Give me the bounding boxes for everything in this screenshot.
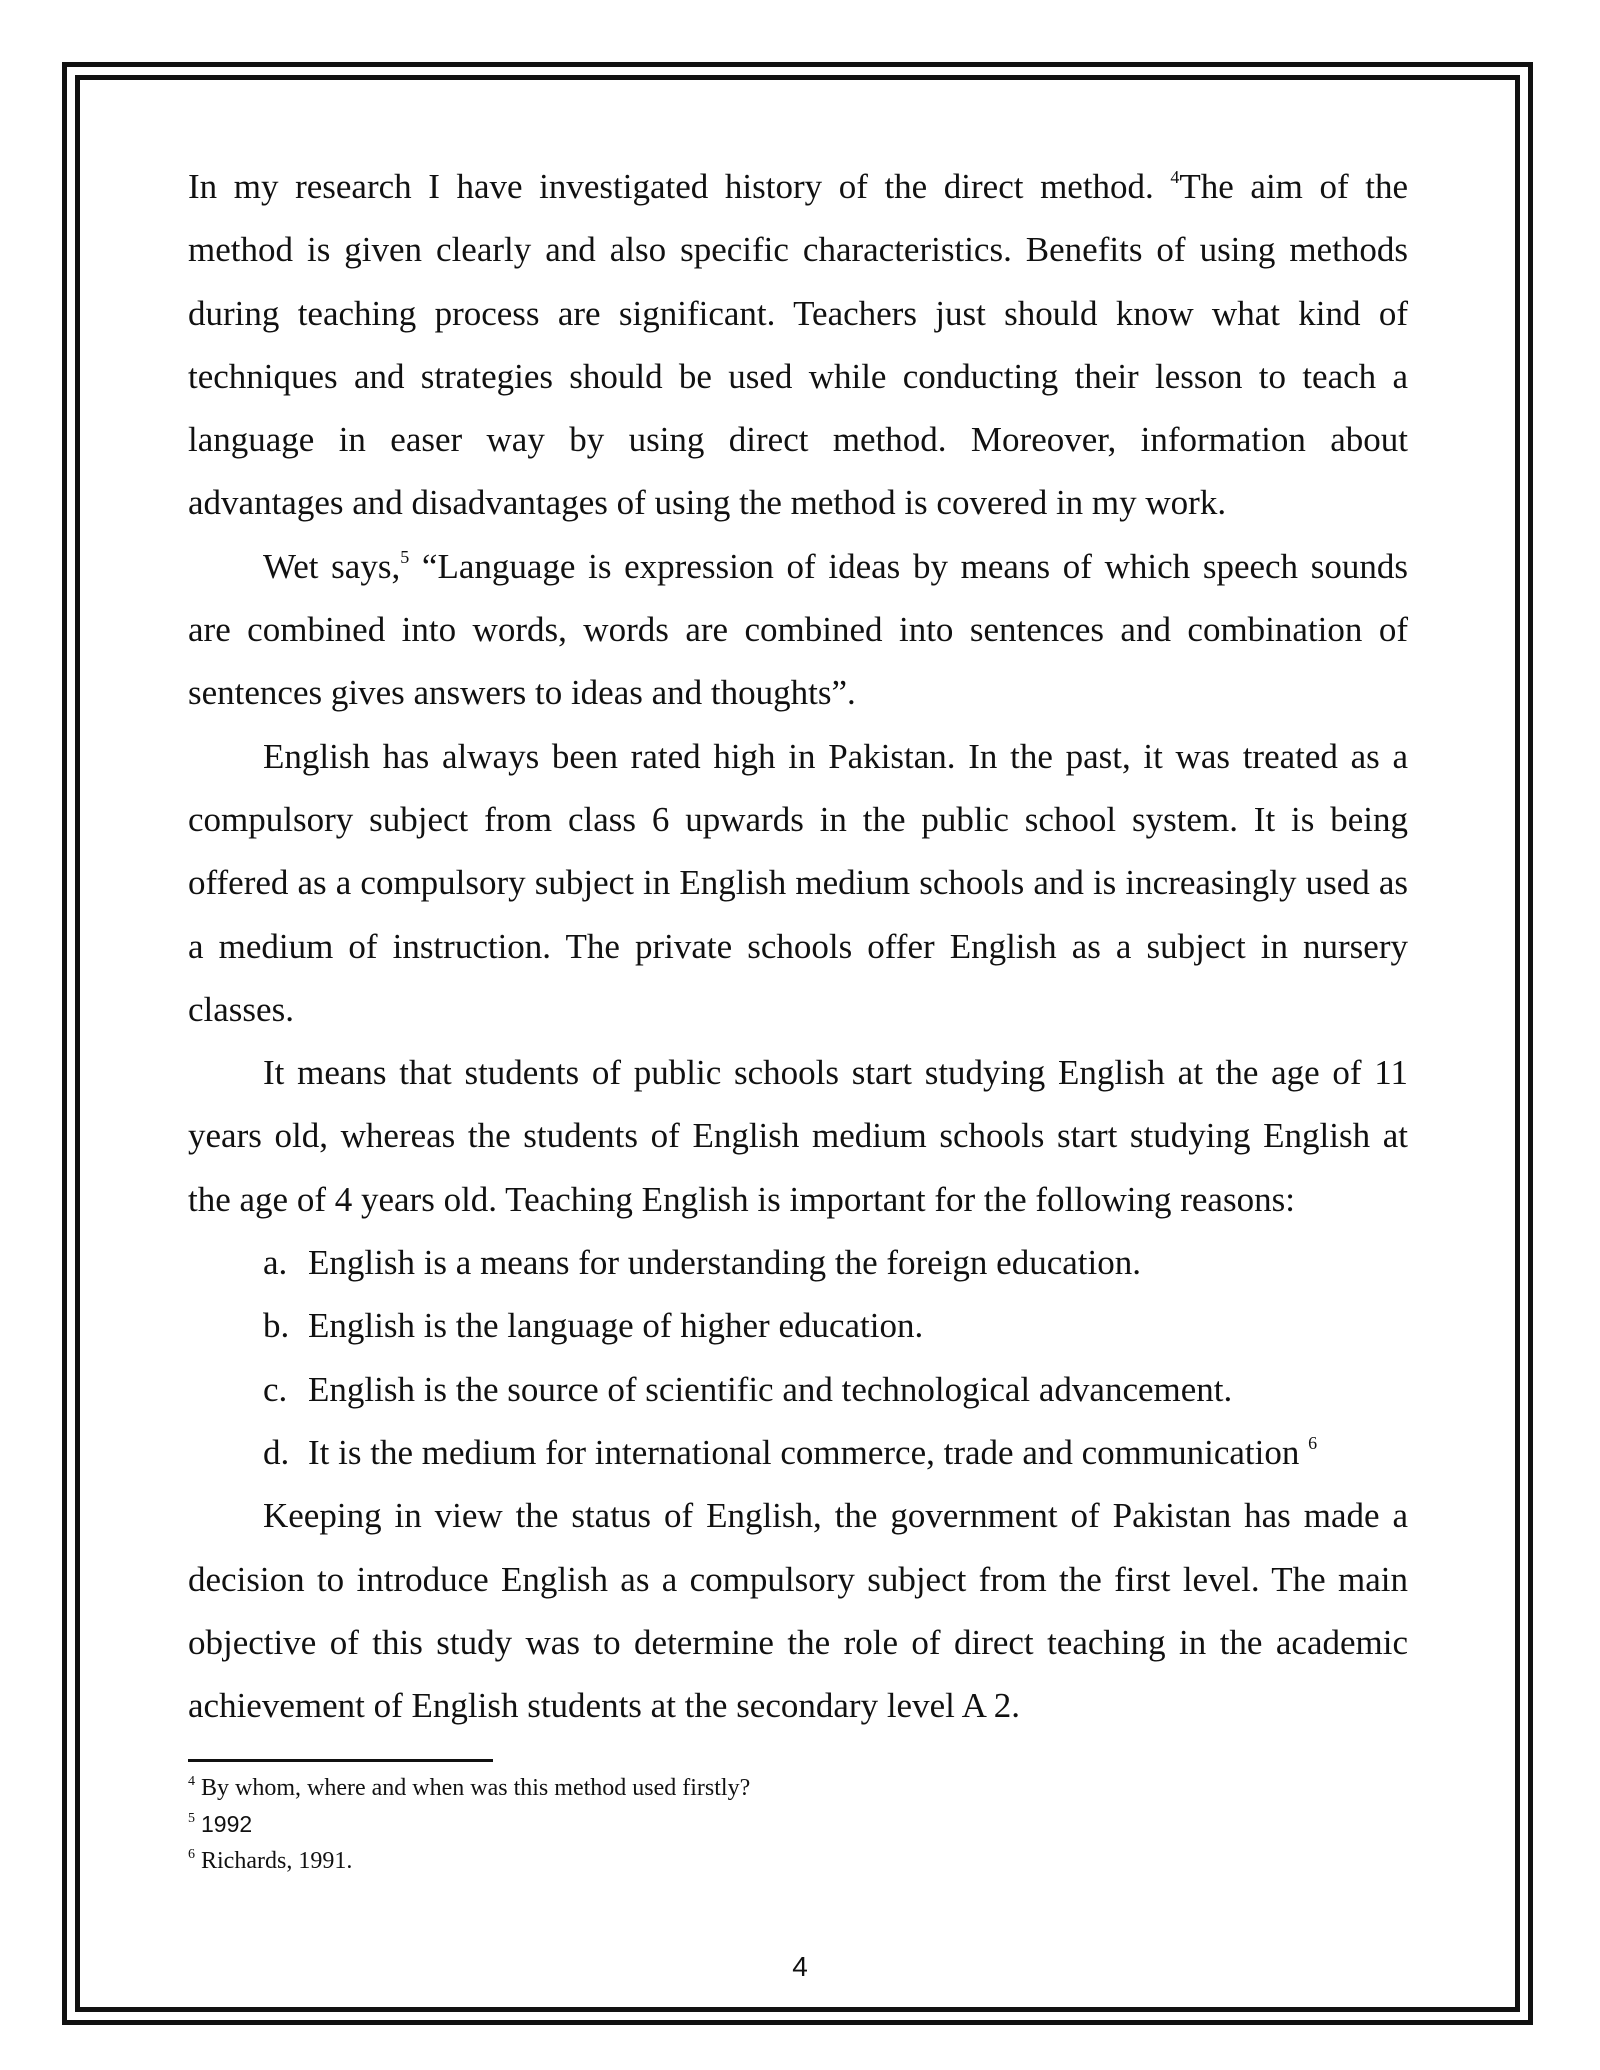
list-marker: d.	[263, 1432, 290, 1472]
list-item-text: English is the source of scientific and technological advancement.	[308, 1369, 1233, 1409]
footnote-6	[188, 1843, 1408, 1879]
list-marker: b.	[263, 1306, 290, 1346]
page-content	[188, 155, 1408, 1879]
footnote-ref-4: 4	[1170, 167, 1180, 187]
footnote-number: 5	[188, 1811, 195, 1827]
footnote-text: Richards, 1991.	[201, 1848, 353, 1875]
list-marker: a.	[263, 1243, 288, 1283]
paragraph-text: In my research I have investigated history of the direct method.	[188, 167, 1171, 206]
footnote-text: 1992	[201, 1811, 253, 1838]
reasons-list	[188, 1231, 1408, 1484]
list-item-text: English is the language of higher education.	[308, 1306, 924, 1346]
paragraph-language-quote	[188, 535, 1408, 725]
list-item	[263, 1231, 1408, 1294]
footnote-5	[188, 1806, 1408, 1843]
paragraph-text: Wet says,	[263, 546, 401, 586]
paragraph-english-pakistan: English has always been rated high in Pakistan. In the past, it was treated as a compulsory subject from class 6 upwards in the public school system. It is being offered as a compulsory subject in English medium schools and is increasingly used as a medium of instruction. The private schools offer English as a subject in nursery classes.	[188, 736, 1408, 1029]
list-item-text: It is the medium for international commerce, trade and communication	[308, 1432, 1300, 1472]
footnote-number: 6	[188, 1847, 195, 1863]
footnote-text: By whom, where and when was this method used firstly?	[201, 1775, 751, 1802]
paragraph-conclusion: Keeping in view the status of English, the government of Pakistan has made a decision to introduce English as a compulsory subject from the first level. The main objective of this study was to determine the role of direct teaching in the academic achievement of English students at the secondary level A 2.	[188, 1496, 1408, 1726]
footnote-ref-6: 6	[1308, 1432, 1318, 1453]
paragraph-text: “Language is expression of ideas by means of which speech sounds are combined into words, words are combined into sentences and combination of sentences gives answers to ideas and thoughts”.	[188, 546, 1408, 713]
page-number: 4	[792, 1951, 808, 1982]
list-item	[263, 1294, 1408, 1357]
footnote-number: 4	[188, 1774, 195, 1790]
list-item-text: English is a means for understanding the foreign education.	[308, 1243, 1141, 1283]
footnote-separator	[188, 1759, 493, 1762]
list-item	[263, 1358, 1408, 1421]
list-item	[263, 1421, 1408, 1484]
paragraph-text: The aim of the method is given clearly and also specific characteristics. Benefits of using methods during teaching process are significant. Teachers just should know what kind of techniques and strategies should be used while conducting their lesson to teach a language in easer way by using direct method. Moreover, information about advantages and disadvantages of using the method is covered in my work.	[188, 167, 1409, 523]
footnote-ref-5: 5	[400, 546, 410, 567]
footnote-4	[188, 1770, 1408, 1806]
list-marker: c.	[263, 1369, 288, 1409]
paragraph-research-intro	[188, 155, 1408, 535]
paragraph-reasons-intro: It means that students of public schools start studying English at the age of 11 years old, whereas the students of English medium schools start studying English at the age of 4 years old. Teaching English is important for the following reasons:	[188, 1053, 1408, 1219]
